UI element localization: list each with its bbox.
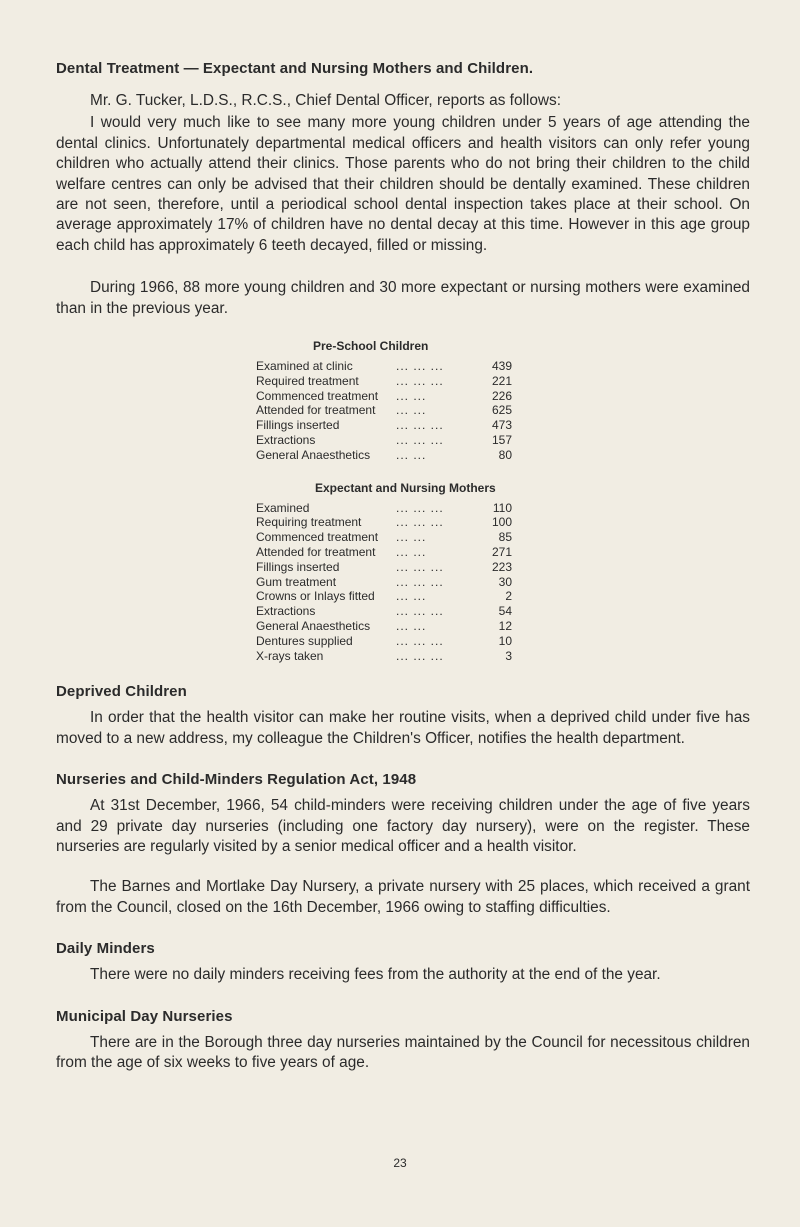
row-value: 473 xyxy=(491,418,512,433)
row-value: 54 xyxy=(498,604,512,619)
table-row xyxy=(256,634,512,649)
row-label: Gum treatment xyxy=(256,574,337,589)
row-leader-dots: ... ... ... xyxy=(396,574,444,589)
row-value: 85 xyxy=(498,530,512,545)
table-row xyxy=(256,403,512,418)
row-value: 110 xyxy=(492,500,512,515)
row-value: 157 xyxy=(491,433,512,448)
table-row xyxy=(256,374,512,389)
table-row xyxy=(256,560,512,575)
row-label: Requiring treatment xyxy=(256,515,362,530)
page-title: Dental Treatment — Expectant and Nursing Mothers and Children. xyxy=(56,60,534,77)
table-row xyxy=(256,433,512,448)
row-value: 80 xyxy=(498,447,512,462)
row-leader-dots: ... ... ... xyxy=(396,500,444,515)
deprived-text: In order that the health visitor can make her routine visits, when a deprived child under five has moved to a new address, my colleague the Children's Officer, notifies the health department. xyxy=(56,709,750,747)
row-value: 221 xyxy=(491,373,512,388)
municipal-heading: Municipal Day Nurseries xyxy=(56,1007,233,1025)
row-label: Dentures supplied xyxy=(256,633,353,648)
row-value: 271 xyxy=(491,545,512,560)
dental-intro: Mr. G. Tucker, L.D.S., R.C.S., Chief Dental Officer, reports as follows: xyxy=(90,92,561,109)
row-leader-dots: ... ... ... xyxy=(396,648,444,663)
row-leader-dots: ... ... ... xyxy=(396,604,444,619)
preschool-table-title: Pre-School Children xyxy=(313,339,429,354)
row-label: Examined at clinic xyxy=(256,359,353,374)
row-leader-dots: ... ... ... xyxy=(396,373,444,388)
row-value: 10 xyxy=(498,633,512,648)
row-value: 439 xyxy=(491,359,512,374)
row-label: Commenced treatment xyxy=(256,388,379,403)
table-row xyxy=(256,418,512,433)
daily-minders-heading: Daily Minders xyxy=(56,940,155,958)
row-value: 2 xyxy=(505,589,512,604)
row-leader-dots: ... ... xyxy=(396,589,427,604)
row-value: 625 xyxy=(491,403,512,418)
row-value: 30 xyxy=(498,574,512,589)
preschool-table xyxy=(256,339,750,463)
row-leader-dots: ... ... xyxy=(396,619,427,634)
table-row xyxy=(256,589,512,604)
table-row xyxy=(256,604,512,619)
row-label: Required treatment xyxy=(256,373,359,388)
document-page xyxy=(56,60,750,1073)
table-row xyxy=(256,545,512,560)
row-label: Commenced treatment xyxy=(256,530,379,545)
row-label: Fillings inserted xyxy=(256,418,340,433)
page-number: 23 xyxy=(393,1156,407,1170)
row-leader-dots: ... ... ... xyxy=(396,433,444,448)
row-leader-dots: ... ... ... xyxy=(396,515,444,530)
row-leader-dots: ... ... ... xyxy=(396,559,444,574)
preschool-rows xyxy=(256,359,750,463)
mothers-table-title: Expectant and Nursing Mothers xyxy=(315,480,496,495)
nurseries-text-2: The Barnes and Mortlake Day Nursery, a private nursery with 25 places, which received a grant from the Council, closed on the 16th December, 1966 owing to staffing difficulties. xyxy=(56,878,750,916)
dental-paragraph-2: During 1966, 88 more young children and 30 more expectant or nursing mothers were examined than in the previous year. xyxy=(56,279,750,317)
row-value: 226 xyxy=(491,388,512,403)
row-value: 12 xyxy=(498,619,512,634)
municipal-text: There are in the Borough three day nurseries maintained by the Council for necessitous children from the age of six weeks to five years of age. xyxy=(56,1033,750,1072)
nurseries-text-1: At 31st December, 1966, 54 child-minders were receiving children under the age of five years and 29 private day nurseries (including one factory day nursery), were on the register. These nurseries are regularly visited by a senior medical officer and a health visitor. xyxy=(56,797,750,856)
table-row xyxy=(256,515,512,530)
row-label: Fillings inserted xyxy=(256,559,340,574)
row-leader-dots: ... ... ... xyxy=(396,633,444,648)
mothers-rows xyxy=(256,501,750,664)
row-label: Extractions xyxy=(256,433,316,448)
table-row xyxy=(256,389,512,404)
dental-paragraph-1: I would very much like to see many more young children under 5 years of age attending the dental clinics. Unfortunately departmental medical officers and health visitors can only refer young children who actually attend their clinics. Those parents who do not bring their children to the child welfare centres can only be advised that their children should be dentally examined. These children are not seen, therefore, until a periodical school dental inspection takes place at their school. On average approximately 17% of children have no dental decay at this time. However in this age group each child has approximately 6 teeth decayed, filled or missing. xyxy=(56,114,750,254)
table-row xyxy=(256,448,512,463)
row-label: Attended for treatment xyxy=(256,545,376,560)
table-row xyxy=(256,619,512,634)
row-label: Examined xyxy=(256,500,310,515)
table-row xyxy=(256,359,512,374)
row-leader-dots: ... ... xyxy=(396,545,427,560)
table-row xyxy=(256,501,512,516)
row-value: 100 xyxy=(491,515,512,530)
row-value: 3 xyxy=(505,648,512,663)
row-leader-dots: ... ... xyxy=(396,403,427,418)
nurseries-heading: Nurseries and Child-Minders Regulation Act, 1948 xyxy=(56,771,417,789)
daily-minders-text: There were no daily minders receiving fees from the authority at the end of the year. xyxy=(90,966,661,984)
row-leader-dots: ... ... xyxy=(396,388,427,403)
deprived-heading: Deprived Children xyxy=(56,683,187,701)
mothers-table xyxy=(256,481,750,664)
row-leader-dots: ... ... xyxy=(396,447,427,462)
row-leader-dots: ... ... xyxy=(396,530,427,545)
row-label: Crowns or Inlays fitted xyxy=(256,589,375,604)
row-value: 223 xyxy=(491,559,512,574)
row-label: Extractions xyxy=(256,604,316,619)
row-label: General Anaesthetics xyxy=(256,619,371,634)
row-leader-dots: ... ... ... xyxy=(396,359,444,374)
row-label: Attended for treatment xyxy=(256,403,376,418)
table-row xyxy=(256,575,512,590)
row-leader-dots: ... ... ... xyxy=(396,418,444,433)
row-label: General Anaesthetics xyxy=(256,447,371,462)
table-row xyxy=(256,649,512,664)
row-label: X-rays taken xyxy=(256,648,324,663)
table-row xyxy=(256,530,512,545)
